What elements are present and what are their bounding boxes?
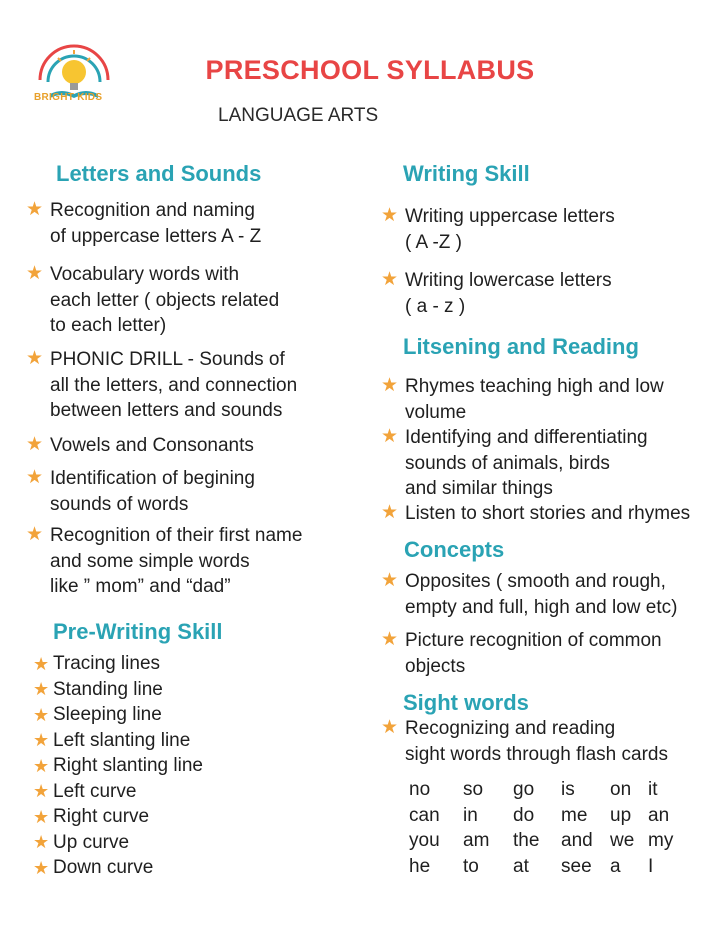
logo-text: BRIGHT KIDS — [34, 92, 103, 103]
star-icon: ★ — [381, 717, 399, 738]
heading-sight-words: Sight words — [403, 690, 529, 715]
sight-word-row — [409, 854, 673, 880]
star-icon: ★ — [381, 426, 399, 447]
sight-word-grid — [409, 777, 673, 879]
sight-word-row — [409, 828, 673, 854]
star-icon: ★ — [33, 730, 50, 751]
heading-pre-writing: Pre-Writing Skill — [53, 619, 223, 644]
pre-writing-list — [33, 651, 203, 881]
list-item: ★ Standing line — [33, 678, 163, 700]
star-icon: ★ — [381, 269, 399, 290]
list-item: ★ Vowels and Consonants — [26, 434, 254, 456]
list-item: ★ Listen to short stories and rhymes — [381, 502, 691, 524]
sight-word: in — [463, 804, 478, 826]
list-item: ★ Left curve — [33, 780, 137, 802]
sight-word: is — [561, 779, 575, 800]
sight-word-row — [409, 777, 673, 803]
star-icon: ★ — [26, 348, 44, 369]
list-item: ★ Rhymes teaching high and low volume — [381, 375, 664, 423]
page-title: PRESCHOOL SYLLABUS — [205, 55, 535, 85]
star-icon: ★ — [33, 857, 50, 878]
sight-word: on — [610, 779, 632, 800]
sight-word: up — [610, 804, 632, 826]
star-icon: ★ — [381, 205, 399, 226]
sight-word: no — [409, 779, 431, 800]
list-item: ★ Up curve — [33, 831, 130, 853]
star-icon: ★ — [26, 434, 44, 455]
star-icon: ★ — [33, 832, 50, 853]
star-icon: ★ — [26, 199, 44, 220]
list-item: ★ Right curve — [33, 806, 150, 827]
list-item: ★ Picture recognition of common objects — [381, 629, 662, 677]
star-icon: ★ — [381, 375, 399, 396]
star-icon: ★ — [33, 755, 50, 776]
sight-word: you — [409, 830, 440, 851]
list-item: ★ Right slanting line — [33, 755, 203, 776]
sight-word: I — [648, 855, 654, 877]
star-icon: ★ — [33, 679, 50, 700]
list-item: ★ Writing lowercase letters ( a - z ) — [381, 269, 612, 317]
list-item: ★ Recognizing and reading sight words through flash cards — [381, 717, 668, 765]
sight-word: do — [513, 804, 535, 826]
star-icon: ★ — [33, 653, 50, 674]
list-item: ★ Tracing lines — [33, 653, 161, 674]
sight-word: me — [561, 804, 588, 826]
list-item: ★ Recognition and naming of uppercase letters A - Z — [26, 199, 262, 247]
sight-word: and — [561, 830, 593, 851]
star-icon: ★ — [33, 704, 50, 725]
page-subtitle: LANGUAGE ARTS — [218, 105, 379, 126]
sight-word: a — [610, 855, 621, 877]
star-icon: ★ — [26, 524, 44, 545]
sight-word: can — [409, 804, 440, 826]
list-item: ★ Recognition of their first name and some simple words like ” mom” and “dad” — [26, 524, 303, 597]
sight-word: at — [513, 855, 529, 877]
list-item: ★ Sleeping line — [33, 704, 162, 725]
sight-word-row — [409, 803, 673, 829]
star-icon: ★ — [381, 502, 399, 523]
sight-word: go — [513, 779, 535, 800]
list-item: ★ Opposites ( smooth and rough, empty and full, high and low etc) — [381, 570, 678, 618]
list-item: ★ Writing uppercase letters ( A -Z ) — [381, 205, 615, 253]
star-icon: ★ — [26, 467, 44, 488]
list-item: ★ Identification of begining sounds of words — [26, 467, 255, 515]
sight-word: it — [648, 779, 658, 800]
star-icon: ★ — [33, 806, 50, 827]
sight-word: am — [463, 830, 490, 851]
heading-listening-reading: Litsening and Reading — [403, 334, 639, 359]
list-item: ★ Identifying and differentiating sounds of animals, birds and similar things — [381, 426, 648, 499]
star-icon: ★ — [33, 781, 50, 802]
list-item: ★ PHONIC DRILL - Sounds of all the letters, and connection between letters and sounds — [26, 348, 298, 421]
sight-word: he — [409, 855, 431, 877]
star-icon: ★ — [26, 263, 44, 284]
heading-letters-sounds: Letters and Sounds — [56, 161, 262, 186]
list-item: ★ Left slanting line — [33, 729, 191, 751]
star-icon: ★ — [381, 629, 399, 650]
heading-concepts: Concepts — [404, 537, 505, 562]
list-item: ★ Vocabulary words with each letter ( objects related to each letter) — [26, 263, 280, 336]
sight-word: we — [610, 830, 635, 851]
list-item: ★ Down curve — [33, 857, 154, 878]
star-icon: ★ — [381, 570, 399, 591]
sight-word: an — [648, 804, 670, 826]
sight-word: so — [463, 779, 484, 800]
heading-writing-skill: Writing Skill — [403, 161, 530, 186]
sight-word: my — [648, 830, 674, 851]
sight-word: to — [463, 855, 479, 877]
sight-word: the — [513, 830, 540, 851]
sight-word: see — [561, 855, 592, 877]
